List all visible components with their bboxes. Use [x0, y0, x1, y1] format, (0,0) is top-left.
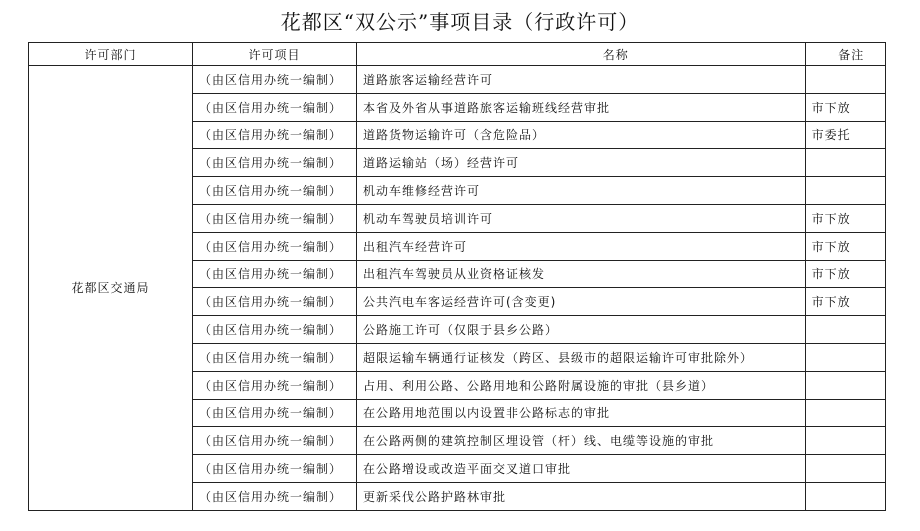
- header-project: 许可项目: [192, 43, 356, 66]
- note-cell: [805, 455, 885, 483]
- project-cell: （由区信用办统一编制）: [192, 371, 356, 399]
- permit-table: [28, 42, 886, 511]
- project-cell: （由区信用办统一编制）: [192, 232, 356, 260]
- item-name-cell: 本省及外省从事道路旅客运输班线经营审批: [356, 93, 805, 121]
- table-header-row: [29, 43, 886, 66]
- note-cell: [805, 343, 885, 371]
- item-name-cell: 在公路增设或改造平面交叉道口审批: [356, 455, 805, 483]
- note-cell: 市下放: [805, 260, 885, 288]
- note-cell: 市下放: [805, 232, 885, 260]
- item-name-cell: 出租汽车经营许可: [356, 232, 805, 260]
- item-name-cell: 在公路两侧的建筑控制区埋设管（杆）线、电缆等设施的审批: [356, 427, 805, 455]
- item-name-cell: 出租汽车驾驶员从业资格证核发: [356, 260, 805, 288]
- department-cell: 花都区交通局: [29, 66, 193, 511]
- project-cell: （由区信用办统一编制）: [192, 121, 356, 149]
- project-cell: （由区信用办统一编制）: [192, 482, 356, 510]
- header-name: 名称: [356, 43, 805, 66]
- item-name-cell: 机动车驾驶员培训许可: [356, 204, 805, 232]
- note-cell: 市下放: [805, 204, 885, 232]
- note-cell: [805, 66, 885, 94]
- project-cell: （由区信用办统一编制）: [192, 260, 356, 288]
- item-name-cell: 占用、利用公路、公路用地和公路附属设施的审批（县乡道）: [356, 371, 805, 399]
- project-cell: （由区信用办统一编制）: [192, 288, 356, 316]
- project-cell: （由区信用办统一编制）: [192, 93, 356, 121]
- item-name-cell: 公路施工许可（仅限于县乡公路）: [356, 316, 805, 344]
- document-title: 花都区“双公示”事项目录（行政许可）: [280, 10, 640, 34]
- project-cell: （由区信用办统一编制）: [192, 149, 356, 177]
- note-cell: [805, 371, 885, 399]
- item-name-cell: 机动车维修经营许可: [356, 177, 805, 205]
- header-dept: 许可部门: [29, 43, 193, 66]
- item-name-cell: 道路货物运输许可（含危险品）: [356, 121, 805, 149]
- note-cell: 市下放: [805, 288, 885, 316]
- item-name-cell: 超限运输车辆通行证核发（跨区、县级市的超限运输许可审批除外）: [356, 343, 805, 371]
- note-cell: [805, 177, 885, 205]
- project-cell: （由区信用办统一编制）: [192, 343, 356, 371]
- note-cell: [805, 316, 885, 344]
- note-cell: [805, 482, 885, 510]
- project-cell: （由区信用办统一编制）: [192, 66, 356, 94]
- item-name-cell: 公共汽电车客运经营许可(含变更): [356, 288, 805, 316]
- note-cell: [805, 427, 885, 455]
- note-cell: [805, 149, 885, 177]
- note-cell: [805, 399, 885, 427]
- project-cell: （由区信用办统一编制）: [192, 399, 356, 427]
- note-cell: 市委托: [805, 121, 885, 149]
- table-body: [29, 66, 886, 511]
- header-note: 备注: [805, 43, 885, 66]
- project-cell: （由区信用办统一编制）: [192, 177, 356, 205]
- project-cell: （由区信用办统一编制）: [192, 204, 356, 232]
- note-cell: 市下放: [805, 93, 885, 121]
- project-cell: （由区信用办统一编制）: [192, 427, 356, 455]
- item-name-cell: 更新采伐公路护路林审批: [356, 482, 805, 510]
- project-cell: （由区信用办统一编制）: [192, 455, 356, 483]
- project-cell: （由区信用办统一编制）: [192, 316, 356, 344]
- table-row: [29, 66, 886, 94]
- item-name-cell: 道路运输站（场）经营许可: [356, 149, 805, 177]
- item-name-cell: 道路旅客运输经营许可: [356, 66, 805, 94]
- item-name-cell: 在公路用地范围以内设置非公路标志的审批: [356, 399, 805, 427]
